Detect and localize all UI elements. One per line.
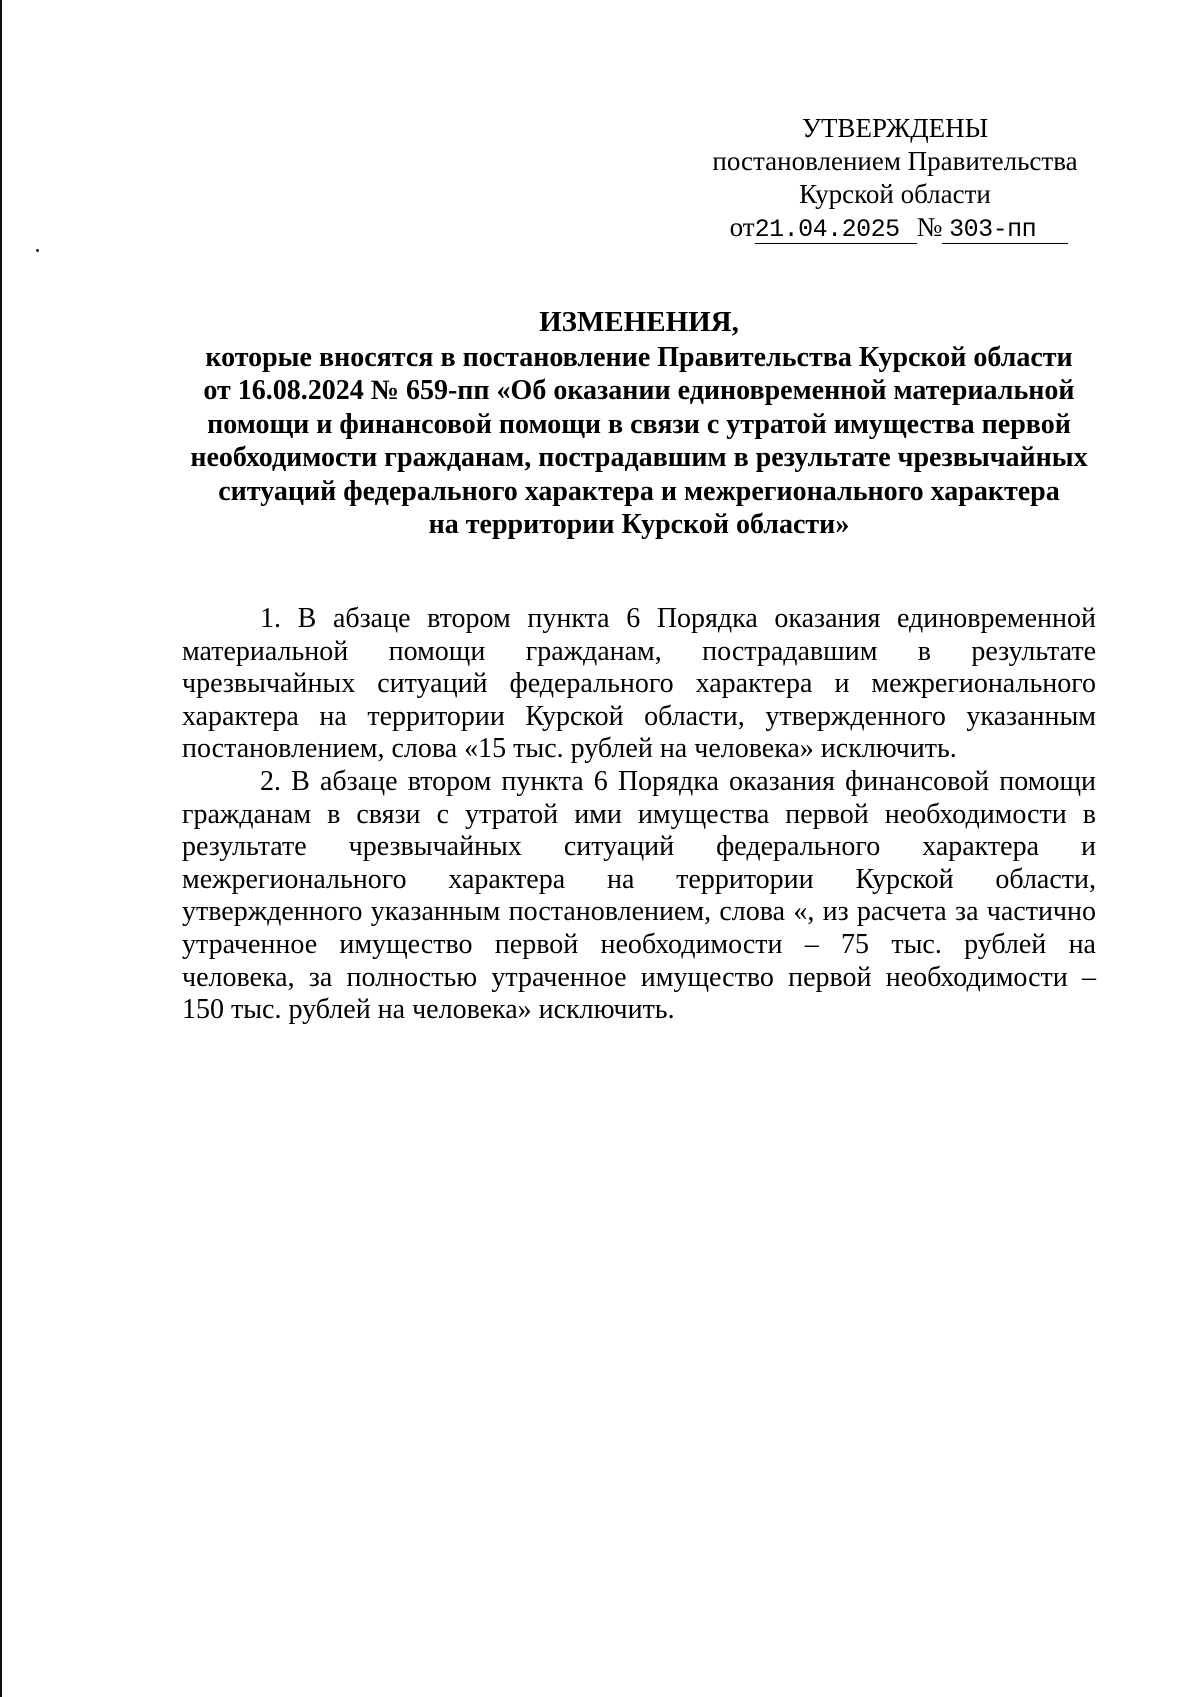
title-line: необходимости гражданам, пострадавшим в результате чрезвычайных [190, 442, 1088, 473]
title-line: на территории Курской области» [428, 509, 850, 540]
number-sign: № [916, 212, 943, 242]
date-prefix: от [729, 212, 755, 242]
title-heading: ИЗМЕНЕНИЯ, [539, 306, 739, 338]
number-field [942, 214, 1068, 244]
paragraph-line: утвержденного указанным постановлением, слова «, из расчета за частично [182, 896, 1096, 928]
scan-left-edge [0, 0, 2, 1697]
title-line: которые вносятся в постановление Правительства Курской области [205, 341, 1073, 373]
approval-by-line: постановлением Правительства [712, 146, 1078, 176]
paragraph-line: характера на территории Курской области, утвержденного указанным [182, 700, 1096, 732]
paragraph-line: межрегионального характера на территории Курской области, [182, 863, 1096, 895]
approval-date-line [690, 211, 1100, 244]
number-value: 303-пп [949, 215, 1037, 244]
scan-speck [36, 249, 39, 252]
paragraph-line: 2. В абзаце втором пункта 6 Порядка оказания финансовой помощи [260, 765, 1096, 797]
paragraph-line: материальной помощи гражданам, пострадавшим в результате [182, 635, 1096, 667]
title-line: помощи и финансовой помощи в связи с утратой имущества первой [207, 408, 1071, 440]
paragraph-2 [182, 766, 1096, 1027]
paragraph-line: человека, за полностью утраченное имущество первой необходимости – [182, 961, 1096, 993]
approval-block [690, 112, 1100, 244]
title-line: ситуаций федерального характера и межрегионального характера [218, 475, 1060, 507]
paragraph-line: постановлением, слова «15 тыс. рублей на человека» исключить. [182, 733, 957, 765]
paragraph-line: 150 тыс. рублей на человека» исключить. [182, 994, 675, 1026]
approval-region-line: Курской области [799, 179, 991, 209]
date-field [755, 214, 917, 244]
paragraph-1 [182, 603, 1096, 766]
paragraph-line: результате чрезвычайных ситуаций федерального характера и [182, 831, 1096, 863]
document-title [170, 306, 1108, 542]
paragraph-line: утраченное имущество первой необходимости – 75 тыс. рублей на [182, 928, 1096, 960]
paragraph-line: 1. В абзаце втором пункта 6 Порядка оказания единовременной [260, 603, 1096, 634]
document-body [182, 603, 1096, 1027]
approval-heading: УТВЕРЖДЕНЫ [801, 113, 989, 143]
date-value: 21.04.2025 [754, 215, 900, 244]
paragraph-line: гражданам в связи с утратой ими имущества первой необходимости в [182, 798, 1096, 830]
paragraph-line: чрезвычайных ситуаций федерального характера и межрегионального [182, 668, 1096, 700]
title-line: от 16.08.2024 № 659-пп «Об оказании единовременной материальной [203, 375, 1075, 406]
